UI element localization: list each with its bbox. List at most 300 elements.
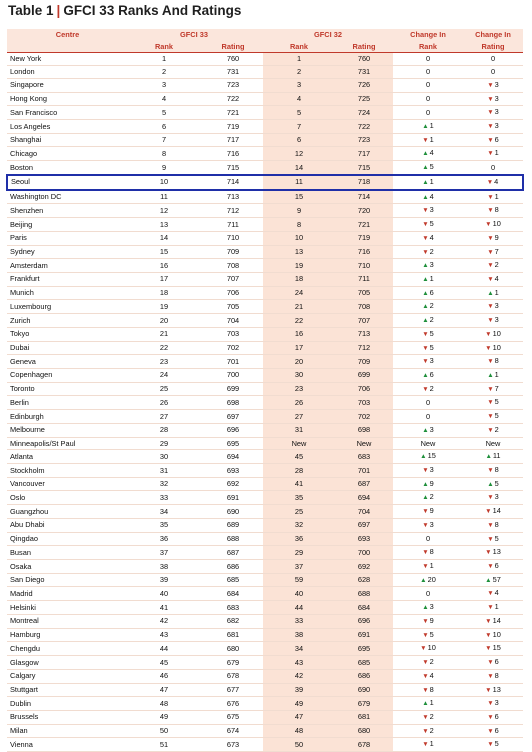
arrow-down-icon: ▼ [487, 150, 494, 158]
table-row [7, 92, 523, 106]
centre-name: Seoul [7, 175, 125, 190]
arrow-down-icon: ▼ [422, 631, 429, 639]
table-row [7, 259, 523, 273]
gfci33-rank: 2 [125, 66, 203, 79]
gfci33-rank: 43 [125, 628, 203, 642]
gfci33-rank: 7 [125, 133, 203, 147]
header-gfci33-rating: Rating [203, 41, 263, 53]
header-gfci32: GFCI 32 [263, 29, 393, 41]
centre-name: Amsterdam [7, 259, 125, 273]
centre-name: Atlanta [7, 450, 125, 464]
gfci32-rating: 719 [335, 231, 393, 245]
table-row [7, 147, 523, 161]
gfci32-rank: 36 [263, 532, 335, 546]
arrow-down-icon: ▼ [487, 275, 494, 283]
arrow-down-icon: ▼ [487, 81, 494, 89]
gfci32-rank: 14 [263, 161, 335, 175]
gfci33-rank: 19 [125, 300, 203, 314]
change-rank: 0 [393, 587, 463, 601]
change-rating: ▲5 [463, 477, 523, 491]
arrow-down-icon: ▼ [487, 659, 494, 667]
gfci33-rank: 1 [125, 53, 203, 66]
gfci33-rating: 692 [203, 477, 263, 491]
centre-name: Brussels [7, 710, 125, 724]
gfci32-rating: 700 [335, 546, 393, 560]
gfci33-rating: 707 [203, 272, 263, 286]
arrow-up-icon: ▲ [422, 150, 429, 158]
arrow-down-icon: ▼ [486, 178, 494, 186]
table-row [7, 190, 523, 204]
change-rating: ▼2 [463, 259, 523, 273]
gfci33-rating: 681 [203, 628, 263, 642]
centre-name: Stockholm [7, 464, 125, 478]
gfci33-rank: 35 [125, 518, 203, 532]
gfci33-rank: 51 [125, 738, 203, 752]
gfci32-rating: 697 [335, 518, 393, 532]
change-rating: ▼14 [463, 614, 523, 628]
arrow-down-icon: ▼ [422, 549, 429, 557]
gfci33-rank: 10 [125, 175, 203, 190]
change-rank: ▲5 [393, 161, 463, 175]
gfci33-rank: 15 [125, 245, 203, 259]
gfci32-rating: 628 [335, 573, 393, 587]
table-row [7, 505, 523, 519]
change-rating: ▼3 [463, 78, 523, 92]
table-row [7, 697, 523, 711]
table-row [7, 355, 523, 369]
gfci32-rating: 703 [335, 396, 393, 410]
table-row [7, 286, 523, 300]
gfci32-rating: 726 [335, 78, 393, 92]
change-rating: ▲1 [463, 368, 523, 382]
change-rating: ▼8 [463, 464, 523, 478]
gfci33-rating: 760 [203, 53, 263, 66]
centre-name: Hong Kong [7, 92, 125, 106]
gfci33-rank: 27 [125, 410, 203, 424]
table-row [7, 560, 523, 574]
arrow-down-icon: ▼ [487, 672, 494, 680]
arrow-down-icon: ▼ [487, 741, 494, 749]
centre-name: Copenhagen [7, 368, 125, 382]
change-rank: ▼5 [393, 218, 463, 232]
arrow-up-icon: ▲ [422, 604, 429, 612]
change-rating: ▼4 [463, 272, 523, 286]
table-row [7, 628, 523, 642]
change-rank: 0 [393, 53, 463, 66]
table-row [7, 464, 523, 478]
gfci32-rank: 27 [263, 410, 335, 424]
table-row [7, 669, 523, 683]
change-rank: ▼8 [393, 546, 463, 560]
gfci32-rank: 37 [263, 560, 335, 574]
gfci32-rank: 10 [263, 231, 335, 245]
table-body [7, 53, 523, 752]
gfci32-rank: 6 [263, 133, 335, 147]
gfci33-rank: 39 [125, 573, 203, 587]
gfci32-rating: 693 [335, 532, 393, 546]
gfci32-rating: 721 [335, 218, 393, 232]
table-row [7, 368, 523, 382]
centre-name: Los Angeles [7, 120, 125, 134]
change-rank: 0 [393, 78, 463, 92]
arrow-down-icon: ▼ [422, 508, 429, 516]
change-rank: ▼5 [393, 341, 463, 355]
change-rank: 0 [393, 532, 463, 546]
header-row-1 [7, 29, 523, 41]
arrow-down-icon: ▼ [487, 700, 494, 708]
gfci32-rank: 26 [263, 396, 335, 410]
gfci33-rank: 49 [125, 710, 203, 724]
change-rating: ▼13 [463, 683, 523, 697]
gfci33-rank: 45 [125, 656, 203, 670]
gfci33-rating: 717 [203, 133, 263, 147]
change-rank: ▼8 [393, 683, 463, 697]
centre-name: Milan [7, 724, 125, 738]
change-rating: ▼10 [463, 218, 523, 232]
gfci-ranks-table [6, 29, 524, 752]
arrow-down-icon: ▼ [487, 385, 494, 393]
gfci32-rating: 683 [335, 450, 393, 464]
arrow-up-icon: ▲ [422, 480, 429, 488]
gfci33-rating: 703 [203, 327, 263, 341]
gfci33-rank: 11 [125, 190, 203, 204]
table-row [7, 738, 523, 752]
arrow-down-icon: ▼ [422, 385, 429, 393]
gfci32-rank: 18 [263, 272, 335, 286]
change-rank: ▲4 [393, 190, 463, 204]
gfci32-rank: 43 [263, 656, 335, 670]
gfci32-rank: 59 [263, 573, 335, 587]
gfci32-rating: 684 [335, 601, 393, 615]
change-rating: ▼3 [463, 697, 523, 711]
gfci32-rank: 35 [263, 491, 335, 505]
arrow-up-icon: ▲ [422, 303, 429, 311]
arrow-down-icon: ▼ [422, 563, 429, 571]
change-rating: ▼7 [463, 382, 523, 396]
table-row [7, 656, 523, 670]
gfci32-rank: 19 [263, 259, 335, 273]
gfci33-rating: 694 [203, 450, 263, 464]
centre-name: Luxembourg [7, 300, 125, 314]
change-rating: ▼5 [463, 738, 523, 752]
table-row [7, 423, 523, 437]
centre-name: Vienna [7, 738, 125, 752]
gfci33-rank: 21 [125, 327, 203, 341]
centre-name: Oslo [7, 491, 125, 505]
centre-name: Shanghai [7, 133, 125, 147]
header-gfci33: GFCI 33 [125, 29, 263, 41]
gfci33-rating: 701 [203, 355, 263, 369]
gfci33-rating: 715 [203, 161, 263, 175]
gfci32-rank: 39 [263, 683, 335, 697]
change-rank: ▲1 [393, 175, 463, 190]
gfci32-rank: 2 [263, 66, 335, 79]
gfci33-rank: 5 [125, 106, 203, 120]
gfci33-rating: 686 [203, 560, 263, 574]
gfci33-rating: 702 [203, 341, 263, 355]
header-centre: Centre [7, 29, 125, 41]
centre-name: Stuttgart [7, 683, 125, 697]
arrow-down-icon: ▼ [487, 193, 494, 201]
gfci33-rating: 719 [203, 120, 263, 134]
gfci32-rank: 47 [263, 710, 335, 724]
table-row [7, 573, 523, 587]
arrow-down-icon: ▼ [487, 535, 494, 543]
gfci32-rating: 716 [335, 245, 393, 259]
change-rating: ▼4 [463, 175, 523, 190]
gfci33-rating: 673 [203, 738, 263, 752]
change-rating: 0 [463, 66, 523, 79]
arrow-up-icon: ▲ [487, 480, 494, 488]
change-rating: 0 [463, 161, 523, 175]
change-rating: ▼10 [463, 628, 523, 642]
centre-name: San Francisco [7, 106, 125, 120]
arrow-down-icon: ▼ [422, 467, 429, 474]
gfci32-rank: 24 [263, 286, 335, 300]
arrow-down-icon: ▼ [487, 317, 494, 325]
change-rating: ▼3 [463, 300, 523, 314]
change-rating: ▼3 [463, 106, 523, 120]
gfci32-rank: 8 [263, 218, 335, 232]
change-rank: 0 [393, 106, 463, 120]
gfci33-rank: 6 [125, 120, 203, 134]
change-rating: ▼7 [463, 245, 523, 259]
gfci33-rating: 687 [203, 546, 263, 560]
table-title [8, 3, 241, 21]
gfci33-rating: 675 [203, 710, 263, 724]
centre-name: Osaka [7, 560, 125, 574]
header-blank [7, 41, 125, 53]
table-row [7, 587, 523, 601]
gfci33-rank: 36 [125, 532, 203, 546]
arrow-down-icon: ▼ [422, 136, 429, 144]
arrow-down-icon: ▼ [487, 590, 494, 598]
centre-name: New York [7, 53, 125, 66]
gfci33-rank: 47 [125, 683, 203, 697]
arrow-down-icon: ▼ [422, 686, 429, 694]
centre-name: Beijing [7, 218, 125, 232]
change-rating: ▼8 [463, 204, 523, 218]
gfci32-rating: 706 [335, 382, 393, 396]
table-row [7, 245, 523, 259]
change-rank: ▲6 [393, 368, 463, 382]
gfci32-rating: 687 [335, 477, 393, 491]
gfci32-rating: 717 [335, 147, 393, 161]
gfci33-rating: 705 [203, 300, 263, 314]
gfci32-rating: 686 [335, 669, 393, 683]
header-change-rating-sub: Rating [463, 41, 523, 53]
change-rank: ▼2 [393, 724, 463, 738]
gfci33-rank: 34 [125, 505, 203, 519]
table-row [7, 477, 523, 491]
gfci33-rating: 700 [203, 368, 263, 382]
gfci33-rating: 689 [203, 518, 263, 532]
arrow-down-icon: ▼ [487, 248, 494, 256]
change-rating: ▼8 [463, 669, 523, 683]
arrow-down-icon: ▼ [422, 207, 429, 215]
gfci33-rank: 9 [125, 161, 203, 175]
gfci32-rating: 678 [335, 738, 393, 752]
gfci33-rating: 731 [203, 66, 263, 79]
gfci33-rating: 721 [203, 106, 263, 120]
table-row [7, 106, 523, 120]
table-row [7, 175, 523, 190]
gfci33-rating: 693 [203, 464, 263, 478]
centre-name: Tokyo [7, 327, 125, 341]
gfci33-rating: 710 [203, 231, 263, 245]
gfci33-rank: 20 [125, 314, 203, 328]
gfci32-rating: 709 [335, 355, 393, 369]
change-rating: ▲11 [463, 450, 523, 464]
centre-name: Minneapolis/St Paul [7, 437, 125, 450]
gfci33-rating: 674 [203, 724, 263, 738]
gfci32-rating: 696 [335, 614, 393, 628]
gfci32-rating: 731 [335, 66, 393, 79]
change-rating: ▼6 [463, 133, 523, 147]
title-separator: | [56, 3, 61, 18]
centre-name: Edinburgh [7, 410, 125, 424]
gfci33-rank: 50 [125, 724, 203, 738]
header-gfci32-rating: Rating [335, 41, 393, 53]
header-change-in-rating: Change In [463, 29, 523, 41]
header-row-2 [7, 41, 523, 53]
gfci32-rank: 22 [263, 314, 335, 328]
gfci32-rating: 708 [335, 300, 393, 314]
centre-name: Guangzhou [7, 505, 125, 519]
change-rank: ▲9 [393, 477, 463, 491]
gfci33-rating: 690 [203, 505, 263, 519]
gfci32-rating: 701 [335, 464, 393, 478]
gfci33-rank: 24 [125, 368, 203, 382]
gfci33-rating: 688 [203, 532, 263, 546]
change-rating: ▼8 [463, 355, 523, 369]
arrow-up-icon: ▲ [487, 371, 494, 379]
centre-name: Chengdu [7, 642, 125, 656]
gfci32-rank: 50 [263, 738, 335, 752]
gfci33-rating: 685 [203, 573, 263, 587]
arrow-down-icon: ▼ [487, 727, 494, 735]
arrow-down-icon: ▼ [487, 95, 494, 103]
gfci33-rating: 698 [203, 396, 263, 410]
change-rank: ▲6 [393, 286, 463, 300]
arrow-up-icon: ▲ [422, 275, 429, 283]
arrow-down-icon: ▼ [487, 467, 494, 474]
change-rank: 0 [393, 396, 463, 410]
gfci33-rank: 12 [125, 204, 203, 218]
gfci32-rating: 692 [335, 560, 393, 574]
table-row [7, 724, 523, 738]
gfci32-rating: 710 [335, 259, 393, 273]
change-rating: ▲1 [463, 286, 523, 300]
gfci32-rank: 42 [263, 669, 335, 683]
change-rating: ▼4 [463, 587, 523, 601]
table-row [7, 204, 523, 218]
table-row [7, 546, 523, 560]
gfci33-rating: 704 [203, 314, 263, 328]
gfci32-rating: 699 [335, 368, 393, 382]
arrow-down-icon: ▼ [420, 645, 427, 653]
table-row [7, 272, 523, 286]
gfci32-rank: 1 [263, 53, 335, 66]
arrow-down-icon: ▼ [485, 330, 492, 338]
arrow-down-icon: ▼ [485, 508, 492, 516]
gfci32-rating: 695 [335, 642, 393, 656]
gfci32-rating: 760 [335, 53, 393, 66]
centre-name: Geneva [7, 355, 125, 369]
arrow-down-icon: ▼ [487, 413, 494, 421]
gfci32-rating: 685 [335, 656, 393, 670]
gfci33-rating: 699 [203, 382, 263, 396]
gfci32-rank: 16 [263, 327, 335, 341]
gfci33-rating: 712 [203, 204, 263, 218]
gfci33-rating: 679 [203, 656, 263, 670]
gfci33-rank: 3 [125, 78, 203, 92]
change-rating: New [463, 437, 523, 450]
change-rank: ▲2 [393, 314, 463, 328]
change-rating: ▼1 [463, 147, 523, 161]
centre-name: Dubai [7, 341, 125, 355]
gfci32-rank: 45 [263, 450, 335, 464]
arrow-down-icon: ▼ [422, 344, 429, 352]
gfci32-rating: 711 [335, 272, 393, 286]
gfci33-rank: 18 [125, 286, 203, 300]
change-rank: ▲4 [393, 147, 463, 161]
change-rank: ▲3 [393, 259, 463, 273]
gfci33-rank: 14 [125, 231, 203, 245]
gfci32-rating: 704 [335, 505, 393, 519]
change-rank: ▼4 [393, 231, 463, 245]
change-rank: ▲2 [393, 300, 463, 314]
change-rating: ▼15 [463, 642, 523, 656]
gfci33-rating: 680 [203, 642, 263, 656]
arrow-up-icon: ▲ [420, 453, 427, 461]
gfci32-rank: 33 [263, 614, 335, 628]
change-rank: ▼9 [393, 505, 463, 519]
change-rating: ▼5 [463, 396, 523, 410]
header-gfci32-rank: Rank [263, 41, 335, 53]
gfci32-rating: 702 [335, 410, 393, 424]
gfci33-rank: 33 [125, 491, 203, 505]
arrow-down-icon: ▼ [422, 221, 429, 229]
table-row [7, 133, 523, 147]
table-row [7, 396, 523, 410]
gfci33-rank: 44 [125, 642, 203, 656]
table-row [7, 410, 523, 424]
gfci33-rank: 28 [125, 423, 203, 437]
change-rank: ▼2 [393, 245, 463, 259]
gfci32-rating: 698 [335, 423, 393, 437]
gfci32-rank: 3 [263, 78, 335, 92]
change-rank: ▼2 [393, 382, 463, 396]
arrow-down-icon: ▼ [487, 109, 494, 117]
gfci33-rank: 16 [125, 259, 203, 273]
gfci32-rank: 12 [263, 147, 335, 161]
change-rating: ▼3 [463, 314, 523, 328]
gfci32-rank: 17 [263, 341, 335, 355]
gfci33-rating: 683 [203, 601, 263, 615]
centre-name: Singapore [7, 78, 125, 92]
table-row [7, 314, 523, 328]
table-row [7, 450, 523, 464]
change-rank: ▼4 [393, 669, 463, 683]
gfci32-rank: 4 [263, 92, 335, 106]
gfci32-rank: 34 [263, 642, 335, 656]
arrow-down-icon: ▼ [422, 358, 429, 366]
centre-name: Berlin [7, 396, 125, 410]
table-row [7, 161, 523, 175]
gfci32-rank: 49 [263, 697, 335, 711]
change-rating: ▼5 [463, 532, 523, 546]
